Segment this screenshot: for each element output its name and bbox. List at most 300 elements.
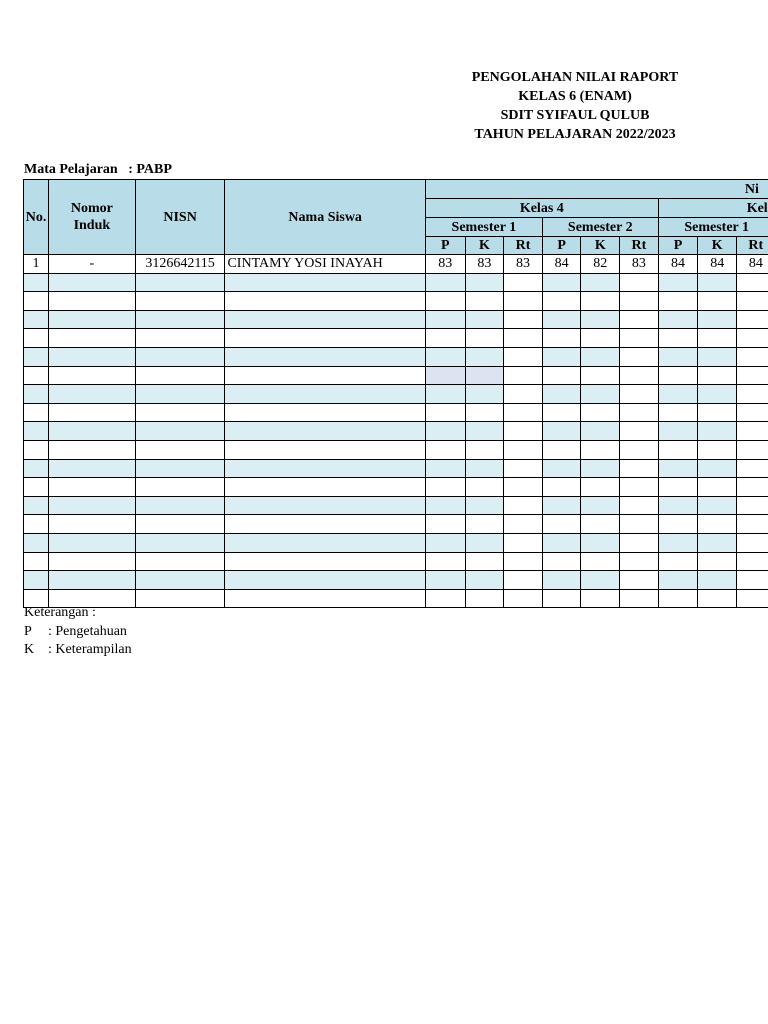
cell-score[interactable] [620,440,659,459]
cell-score[interactable] [737,533,768,552]
cell-score[interactable] [425,515,465,534]
cell-score[interactable] [425,496,465,515]
cell-nomor-induk[interactable] [49,385,136,404]
cell-nama[interactable] [225,422,425,441]
academic-year: TAHUN PELAJARAN 2022/2023 [474,127,676,142]
cell-score[interactable] [658,385,698,404]
cell-score[interactable] [542,440,581,459]
cell-score[interactable] [658,292,698,311]
cell-score[interactable] [698,329,737,348]
cell-no[interactable] [24,571,49,590]
cell-nama[interactable] [225,310,425,329]
subject-label: Mata Pelajaran : PABP [24,162,172,177]
school-name: SDIT SYIFAUL QULUB [500,108,650,123]
cell-score[interactable] [542,533,581,552]
cell-score[interactable] [425,589,465,608]
cell-score[interactable] [581,310,620,329]
cell-score[interactable] [737,310,768,329]
cell-score[interactable] [504,459,543,478]
table-row [24,385,768,404]
cell-score[interactable] [504,571,543,590]
cell-score[interactable] [698,310,737,329]
cell-score[interactable] [504,292,543,311]
cell-score[interactable] [737,347,768,366]
cell-nomor-induk[interactable] [49,347,136,366]
cell-score[interactable] [698,366,737,385]
cell-nama[interactable] [225,292,425,311]
cell-no[interactable] [24,366,49,385]
header-rt: Rt [504,237,543,255]
cell-score[interactable] [620,478,659,497]
cell-score[interactable] [465,552,504,571]
cell-nomor-induk[interactable] [49,459,136,478]
cell-score[interactable] [504,273,543,292]
cell-score[interactable] [542,589,581,608]
cell-nama[interactable] [225,366,425,385]
cell-score[interactable] [465,292,504,311]
cell-score[interactable] [737,273,768,292]
cell-no[interactable] [24,533,49,552]
cell-score[interactable] [737,292,768,311]
report-heading [430,68,720,144]
table-row [24,552,768,571]
header-semester-1: Semester 1 [425,218,542,237]
cell-score[interactable] [737,403,768,422]
cell-score[interactable] [581,515,620,534]
cell-score[interactable] [620,552,659,571]
cell-score[interactable] [465,310,504,329]
cell-score[interactable] [737,366,768,385]
cell-score[interactable] [581,459,620,478]
cell-nama[interactable] [225,385,425,404]
cell-score[interactable] [658,273,698,292]
cell-score[interactable] [425,440,465,459]
table-row [24,478,768,497]
cell-score[interactable] [504,422,543,441]
cell-score[interactable] [504,533,543,552]
cell-score[interactable] [581,273,620,292]
cell-nomor-induk[interactable] [49,292,136,311]
table-row [24,403,768,422]
table-row [24,459,768,478]
cell-score[interactable] [737,496,768,515]
cell-score[interactable] [581,589,620,608]
cell-nisn[interactable] [135,422,225,441]
cell-score[interactable] [658,347,698,366]
cell-score[interactable] [658,440,698,459]
cell-score[interactable] [658,459,698,478]
cell-score[interactable] [465,515,504,534]
header-nisn: NISN [135,180,225,255]
header-nama-siswa: Nama Siswa [225,180,425,255]
cell-nomor-induk[interactable] [49,366,136,385]
cell-nomor-induk[interactable]: - [49,255,136,274]
cell-score[interactable]: 83 [425,255,465,274]
header-p: P [658,237,698,255]
cell-score[interactable] [658,478,698,497]
cell-score[interactable] [504,589,543,608]
cell-nisn[interactable] [135,552,225,571]
cell-score[interactable] [542,292,581,311]
header-nomor-induk [49,180,136,255]
cell-score[interactable] [698,496,737,515]
cell-score[interactable] [425,310,465,329]
cell-score[interactable] [425,533,465,552]
cell-nisn[interactable] [135,366,225,385]
legend-title: Keterangan : [24,605,96,620]
cell-score[interactable] [737,571,768,590]
cell-score[interactable] [620,533,659,552]
cell-nisn[interactable] [135,273,225,292]
cell-score[interactable] [698,459,737,478]
cell-score[interactable] [504,440,543,459]
cell-score[interactable] [504,385,543,404]
cell-score[interactable] [581,329,620,348]
cell-score[interactable] [581,366,620,385]
header-k: K [581,237,620,255]
cell-nisn[interactable] [135,403,225,422]
cell-score[interactable] [620,571,659,590]
table-row [24,347,768,366]
cell-score[interactable] [504,515,543,534]
table-row [24,496,768,515]
cell-score[interactable] [581,552,620,571]
cell-score[interactable] [504,366,543,385]
cell-score[interactable] [542,552,581,571]
cell-score[interactable] [425,292,465,311]
cell-score[interactable]: 84 [658,255,698,274]
table-row [24,255,768,274]
cell-score[interactable] [658,422,698,441]
cell-no[interactable] [24,422,49,441]
cell-score[interactable] [465,385,504,404]
cell-score[interactable] [542,571,581,590]
legend-desc: : Keterampilan [48,642,132,657]
legend-notes [24,604,132,660]
cell-score[interactable]: 83 [504,255,543,274]
cell-no[interactable] [24,310,49,329]
cell-nisn[interactable] [135,478,225,497]
cell-nisn[interactable] [135,310,225,329]
cell-score[interactable] [504,347,543,366]
cell-nomor-induk[interactable] [49,329,136,348]
cell-score[interactable] [425,478,465,497]
cell-score[interactable] [620,292,659,311]
cell-score[interactable] [737,552,768,571]
cell-score[interactable] [620,589,659,608]
cell-score[interactable] [542,478,581,497]
cell-score[interactable] [581,403,620,422]
cell-score[interactable] [698,273,737,292]
cell-score[interactable] [737,422,768,441]
cell-nomor-induk[interactable] [49,515,136,534]
cell-score[interactable] [620,496,659,515]
cell-score[interactable] [581,292,620,311]
cell-score[interactable] [542,422,581,441]
cell-score[interactable] [658,496,698,515]
cell-nisn[interactable] [135,589,225,608]
cell-nomor-induk[interactable] [49,552,136,571]
cell-nomor-induk[interactable] [49,496,136,515]
cell-no[interactable] [24,459,49,478]
cell-nisn[interactable] [135,571,225,590]
cell-score[interactable] [581,385,620,404]
cell-score[interactable] [620,273,659,292]
cell-score[interactable] [737,459,768,478]
cell-nisn[interactable] [135,347,225,366]
legend-code: P [24,623,32,639]
cell-nama[interactable] [225,329,425,348]
cell-score[interactable] [425,385,465,404]
header-semester-1b: Semester 1 [658,218,768,237]
cell-score[interactable] [737,440,768,459]
table-row [24,292,768,311]
cell-nomor-induk[interactable] [49,478,136,497]
cell-no[interactable] [24,440,49,459]
legend-desc: : Pengetahuan [48,623,127,639]
cell-nama[interactable]: CINTAMY YOSI INAYAH [225,255,425,274]
cell-no[interactable] [24,273,49,292]
cell-score[interactable]: 84 [698,255,737,274]
cell-nisn[interactable] [135,496,225,515]
cell-score[interactable] [542,385,581,404]
cell-no[interactable] [24,403,49,422]
cell-score[interactable] [465,478,504,497]
cell-nama[interactable] [225,552,425,571]
cell-score[interactable] [658,589,698,608]
legend-item-k [24,641,132,660]
cell-nama[interactable] [225,571,425,590]
cell-score[interactable] [465,273,504,292]
cell-no[interactable] [24,478,49,497]
cell-no[interactable] [24,347,49,366]
cell-score[interactable]: 82 [581,255,620,274]
cell-score[interactable] [425,273,465,292]
cell-score[interactable] [581,571,620,590]
header-p: P [542,237,581,255]
cell-score[interactable] [698,571,737,590]
table-row [24,589,768,608]
cell-score[interactable] [698,422,737,441]
cell-score[interactable] [698,385,737,404]
cell-score[interactable] [737,515,768,534]
cell-score[interactable] [465,589,504,608]
grades-table [23,179,768,608]
cell-score[interactable] [658,310,698,329]
cell-score[interactable] [542,403,581,422]
cell-score[interactable] [465,571,504,590]
cell-score[interactable] [658,329,698,348]
cell-no[interactable] [24,496,49,515]
cell-nama[interactable] [225,440,425,459]
cell-score[interactable] [425,366,465,385]
cell-score[interactable] [581,478,620,497]
cell-score[interactable] [698,403,737,422]
legend-code: K [24,642,35,657]
header-kelas-5: Kel [658,199,768,218]
cell-score[interactable] [737,329,768,348]
table-row [24,329,768,348]
cell-score[interactable] [620,403,659,422]
cell-no[interactable] [24,385,49,404]
cell-score[interactable] [698,533,737,552]
header-no: No. [24,180,49,255]
cell-score[interactable] [620,385,659,404]
cell-nama[interactable] [225,459,425,478]
table-row [24,515,768,534]
cell-score[interactable] [542,347,581,366]
cell-nomor-induk[interactable] [49,403,136,422]
header-rt: Rt [737,237,768,255]
cell-no[interactable] [24,292,49,311]
cell-nisn[interactable] [135,440,225,459]
cell-score[interactable] [425,552,465,571]
cell-score[interactable] [658,403,698,422]
cell-nisn[interactable] [135,515,225,534]
cell-nomor-induk[interactable] [49,533,136,552]
table-row [24,273,768,292]
cell-nama[interactable] [225,496,425,515]
cell-score[interactable] [698,292,737,311]
cell-nama[interactable] [225,478,425,497]
cell-score[interactable]: 84 [737,255,768,274]
cell-score[interactable] [581,533,620,552]
cell-score[interactable] [504,552,543,571]
cell-score[interactable] [504,329,543,348]
header-nomor-induk-text: Nomor Induk [70,201,113,233]
cell-score[interactable] [620,310,659,329]
table-row [24,422,768,441]
cell-score[interactable] [737,589,768,608]
header-p: P [425,237,465,255]
cell-score[interactable] [737,478,768,497]
table-row [24,440,768,459]
cell-nama[interactable] [225,273,425,292]
cell-nama[interactable] [225,515,425,534]
header-kelas-4: Kelas 4 [425,199,658,218]
cell-score[interactable] [425,459,465,478]
cell-score[interactable] [620,459,659,478]
cell-score[interactable] [542,515,581,534]
cell-score[interactable] [465,440,504,459]
cell-nomor-induk[interactable] [49,273,136,292]
cell-score[interactable] [465,496,504,515]
header-semester-2: Semester 2 [542,218,658,237]
cell-score[interactable] [658,552,698,571]
cell-score[interactable] [698,347,737,366]
table-row [24,310,768,329]
cell-score[interactable] [581,347,620,366]
legend-item-p [24,623,132,642]
cell-score[interactable] [542,310,581,329]
cell-score[interactable] [425,571,465,590]
cell-nama[interactable] [225,347,425,366]
cell-score[interactable]: 84 [542,255,581,274]
header-k: K [698,237,737,255]
cell-score[interactable] [542,273,581,292]
cell-score[interactable] [465,403,504,422]
cell-score[interactable] [581,496,620,515]
header-nilai: Ni [425,180,768,199]
cell-score[interactable] [465,422,504,441]
cell-nama[interactable] [225,403,425,422]
cell-score[interactable] [581,422,620,441]
cell-score[interactable] [425,422,465,441]
cell-nama[interactable] [225,589,425,608]
cell-score[interactable] [698,478,737,497]
cell-score[interactable] [425,329,465,348]
cell-no[interactable] [24,515,49,534]
cell-score[interactable] [620,329,659,348]
cell-score[interactable] [620,366,659,385]
cell-score[interactable] [698,552,737,571]
cell-score[interactable] [504,496,543,515]
table-row [24,533,768,552]
cell-score[interactable] [581,440,620,459]
cell-score[interactable] [620,347,659,366]
cell-score[interactable] [698,589,737,608]
header-rt: Rt [620,237,659,255]
cell-score[interactable]: 83 [620,255,659,274]
cell-score[interactable] [465,366,504,385]
cell-score[interactable]: 83 [465,255,504,274]
cell-nisn[interactable] [135,292,225,311]
cell-score[interactable] [658,515,698,534]
table-row [24,366,768,385]
cell-nisn[interactable] [135,385,225,404]
cell-score[interactable] [504,403,543,422]
cell-score[interactable] [542,366,581,385]
cell-nomor-induk[interactable] [49,422,136,441]
cell-nisn[interactable] [135,459,225,478]
cell-score[interactable] [504,310,543,329]
cell-score[interactable] [504,478,543,497]
cell-score[interactable] [465,459,504,478]
cell-no[interactable]: 1 [24,255,49,274]
cell-score[interactable] [465,347,504,366]
cell-score[interactable] [620,422,659,441]
cell-nisn[interactable] [135,533,225,552]
cell-score[interactable] [737,385,768,404]
cell-score[interactable] [620,515,659,534]
cell-nama[interactable] [225,533,425,552]
cell-nisn[interactable] [135,329,225,348]
cell-nomor-induk[interactable] [49,310,136,329]
report-title: PENGOLAHAN NILAI RAPORT [471,70,679,85]
cell-score[interactable] [658,366,698,385]
cell-nomor-induk[interactable] [49,440,136,459]
cell-score[interactable] [542,459,581,478]
cell-score[interactable] [698,440,737,459]
grades-table-wrap [23,179,768,609]
cell-score[interactable] [698,515,737,534]
cell-no[interactable] [24,552,49,571]
cell-score[interactable] [425,403,465,422]
cell-nisn[interactable]: 3126642115 [135,255,225,274]
header-k: K [465,237,504,255]
cell-score[interactable] [658,571,698,590]
table-row [24,571,768,590]
class-title: KELAS 6 (ENAM) [518,89,632,104]
cell-score[interactable] [542,496,581,515]
cell-score[interactable] [425,347,465,366]
cell-score[interactable] [465,533,504,552]
cell-nomor-induk[interactable] [49,571,136,590]
cell-score[interactable] [542,329,581,348]
cell-no[interactable] [24,329,49,348]
cell-score[interactable] [465,329,504,348]
cell-score[interactable] [658,533,698,552]
